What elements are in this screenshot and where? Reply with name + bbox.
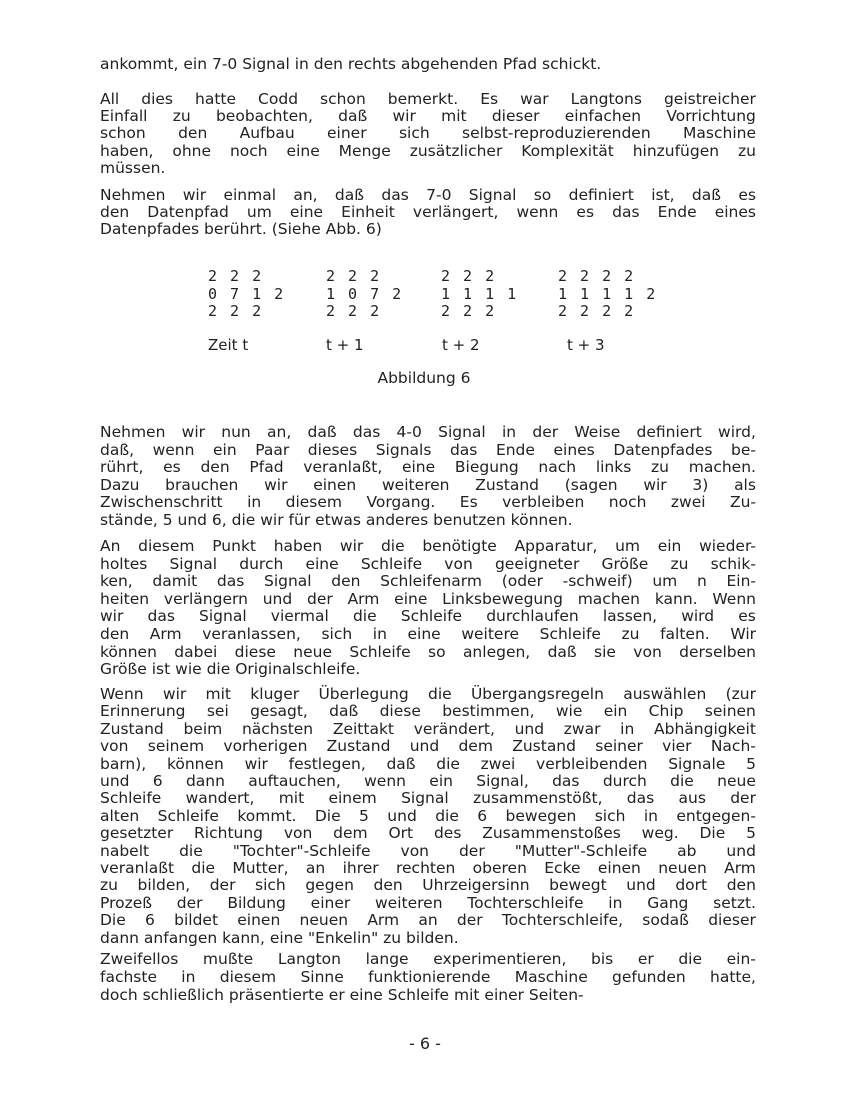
page-number: - 6 - [409,1034,441,1053]
figure-grid-row: 2 2 2 [208,302,264,320]
para3-line: daß, wenn ein Paar dieses Signals das Ende eines Datenpfades be- [100,441,756,459]
figure-grid-row: 2 2 2 2 [558,267,636,285]
para1-line: Einfall zu beobachten, daß wir mit dieser einfachen Vorrichtung [100,107,756,125]
para5-line: dann anfangen kann, eine "Enkelin" zu bilden. [100,929,459,947]
para5-line: barn), können wir festlegen, daß die zwei verbleibenden Signale 5 [100,755,756,773]
para1-line: müssen. [100,159,166,177]
para4-line: holtes Signal durch eine Schleife von geeigneter Größe zu schik- [100,555,756,573]
figure-caption: Abbildung 6 [377,369,471,387]
para5-line: Zustand beim nächsten Zeittakt verändert, und zwar in Abhängigkeit [100,720,756,738]
para5-line: Wenn wir mit kluger Überlegung die Übergangsregeln auswählen (zur [100,685,756,703]
para5-line: nabelt die "Tochter"-Schleife von der "Mutter"-Schleife ab und [100,842,756,860]
para5-line: Erinnerung sei gesagt, daß diese bestimmen, wie ein Chip seinen [100,702,756,720]
para1-line: haben, ohne noch eine Menge zusätzlicher Komplexität hinzufügen zu [100,142,756,160]
para4-line: den Arm veranlassen, sich in eine weitere Schleife zu falten. Wir [100,625,756,643]
para5-line: Die 6 bildet einen neuen Arm an der Tochterschleife, sodaß dieser [100,911,756,929]
para2-line: den Datenpfad um eine Einheit verlängert, wenn es das Ende eines [100,203,756,221]
figure-grid-row: 2 2 2 [208,267,264,285]
para1-line: schon den Aufbau einer sich selbst-reproduzierenden Maschine [100,124,756,142]
para2-line: Datenpfades berührt. (Siehe Abb. 6) [100,220,382,238]
figure-time-label: Zeit t [208,336,249,354]
para3-line: stände, 5 und 6, die wir für etwas anderes benutzen können. [100,511,573,529]
para4-line: An diesem Punkt haben wir die benötigte Apparatur, um ein wieder- [100,537,756,555]
para2-line: Nehmen wir einmal an, daß das 7-0 Signal so definiert ist, daß es [100,186,756,204]
para1-line: All dies hatte Codd schon bemerkt. Es war Langtons geistreicher [100,90,756,108]
figure-grid-row: 2 2 2 2 [558,302,636,320]
figure-time-label: t + 2 [442,336,480,354]
figure-grid-row: 1 1 1 1 2 [558,285,658,303]
figure-grid-row: 0 7 1 2 [208,285,286,303]
para5-line: zu bilden, der sich gegen den Uhrzeigersinn bewegt und dort den [100,876,756,894]
para4-line: wir das Signal viermal die Schleife durchlaufen lassen, wird es [100,607,756,625]
para5-line: Schleife wandert, mit einem Signal zusammenstößt, das aus der [100,789,756,807]
figure-time-label: t + 1 [326,336,364,354]
para4-line: heiten verlängern und der Arm eine Linksbewegung machen kann. Wenn [100,590,756,608]
figure-grid-row: 2 2 2 [326,302,382,320]
para3-line: Nehmen wir nun an, daß das 4-0 Signal in der Weise definiert wird, [100,423,756,441]
para6-line: doch schließlich präsentierte er eine Schleife mit einer Seiten- [100,986,584,1004]
figure-grid-row: 1 1 1 1 [441,285,519,303]
para0-line: ankommt, ein 7-0 Signal in den rechts abgehenden Pfad schickt. [100,55,602,73]
figure-grid-row: 2 2 2 [441,302,497,320]
para3-line: rührt, es den Pfad veranlaßt, eine Biegung nach links zu machen. [100,458,756,476]
para3-line: Zwischenschritt in diesem Vorgang. Es verbleiben noch zwei Zu- [100,493,756,511]
para5-line: veranlaßt die Mutter, an ihrer rechten oberen Ecke einen neuen Arm [100,859,756,877]
para5-line: und 6 dann auftauchen, wenn ein Signal, das durch die neue [100,772,756,790]
para6-line: fachste in diesem Sinne funktionierende Maschine gefunden hatte, [100,968,756,986]
para6-line: Zweifellos mußte Langton lange experimentieren, bis er die ein- [100,950,756,968]
para5-line: von seinem vorherigen Zustand und dem Zustand seiner vier Nach- [100,737,756,755]
para3-line: Dazu brauchen wir einen weiteren Zustand (sagen wir 3) als [100,476,756,494]
para5-line: gesetzter Richtung von dem Ort des Zusammenstoßes weg. Die 5 [100,824,756,842]
para4-line: ken, damit das Signal den Schleifenarm (oder -schweif) um n Ein- [100,572,756,590]
figure-grid-row: 2 2 2 [326,267,382,285]
para4-line: können dabei diese neue Schleife so anlegen, daß sie von derselben [100,643,756,661]
para4-line: Größe ist wie die Originalschleife. [100,660,361,678]
para5-line: alten Schleife kommt. Die 5 und die 6 bewegen sich in entgegen- [100,807,756,825]
figure-grid-row: 1 0 7 2 [326,285,404,303]
para5-line: Prozeß der Bildung einer weiteren Tochterschleife in Gang setzt. [100,894,756,912]
figure-time-label: t + 3 [567,336,605,354]
figure-grid-row: 2 2 2 [441,267,497,285]
